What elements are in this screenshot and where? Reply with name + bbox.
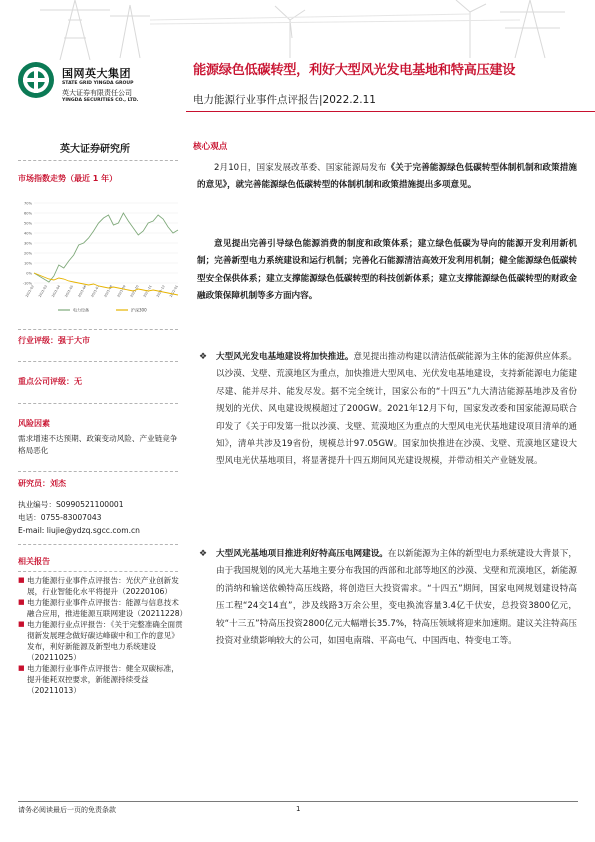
- report-headline: 能源绿色低碳转型，利好大型风光发电基地和特高压建设: [193, 63, 516, 78]
- report-subtitle: 电力能源行业事件点评报告|2022.2.11: [193, 94, 376, 106]
- report-bullet-icon: ■: [18, 664, 25, 672]
- company-logo-mark: [18, 62, 54, 98]
- chart-y-tick-label: 70%: [24, 201, 32, 206]
- chart-y-tick-label: 40%: [24, 231, 32, 236]
- risk-factors-title: 风险因素: [18, 419, 50, 428]
- related-report-item[interactable]: ■ 电力能源行业点评报告：《关于完整准确全面贯彻新发展理念做好碳达峰碳中和工作的意见》发布，利好新能源及新型电力系统建设（20211025）: [18, 620, 183, 662]
- chart-legend-label: 沪深300: [131, 307, 147, 313]
- chart-y-tick-label: 60%: [24, 211, 32, 216]
- chart-x-tick-label: 2021-10: [129, 284, 140, 299]
- chart-series-lines: [34, 213, 178, 295]
- chart-y-tick-label: 10%: [24, 261, 32, 266]
- risk-factors-text: 需求增速不达预期、政策变动风险、产业链竞争格局恶化: [18, 434, 178, 455]
- chart-x-tick-label: 2021-11: [142, 284, 153, 299]
- analyst-title: 研究员：刘杰: [18, 479, 66, 488]
- chart-gridlines: [34, 203, 178, 283]
- chart-x-tick-label: 2021-05: [64, 284, 75, 299]
- chart-y-tick-label: 20%: [24, 251, 32, 256]
- chart-x-tick-label: 2021-09: [116, 284, 127, 299]
- logo-subsidiary-cn: 英大证券有限责任公司: [62, 89, 132, 97]
- chart-x-tick-label: 2021-04: [50, 284, 62, 299]
- diamond-bullet-icon: ❖: [199, 549, 208, 559]
- logo-name-cn: 国网英大集团: [62, 67, 131, 80]
- analyst-license: 执业编号：S0990521100001: [18, 500, 124, 509]
- footer-divider: [18, 801, 578, 802]
- chart-y-tick-label: 50%: [24, 221, 32, 226]
- chart-x-tick-label: 2021-07: [90, 284, 101, 299]
- chart-legend-label: 电力设备: [73, 307, 89, 313]
- header-divider: [186, 111, 595, 112]
- policy-summary-paragraph: 意见提出完善引导绿色能源消费的制度和政策体系；建立绿色低碳为导向的能源开发利用新机制；完善新型电力系统建设和运行机制；完善化石能源清洁高效开发利用机制；健全能源绿色低碳转型安全保供体系；建立支撑能源绿色低碳转型的科技创新体系；建立支撑能源绿色低碳转型的财政金融政策保障机制等多方面内容。: [197, 239, 577, 302]
- chart-y-tick-label: 30%: [24, 241, 32, 246]
- chart-series-line: [34, 213, 178, 282]
- sidebar-divider: [18, 571, 178, 572]
- chart-x-tick-label: 2021-02: [24, 284, 35, 299]
- related-reports-list: [18, 575, 186, 696]
- analyst-email[interactable]: E-mail: liujie@ydzq.sgcc.com.cn: [18, 526, 140, 535]
- diamond-bullet-icon: ❖: [199, 352, 208, 362]
- report-bullet-icon: ■: [18, 576, 25, 584]
- sidebar-divider: [18, 544, 178, 545]
- company-rating: 重点公司评级：无: [18, 377, 82, 386]
- chart-x-tick-label: 2021-03: [37, 284, 48, 299]
- related-report-item[interactable]: ■ 电力能源行业事件点评报告：光伏产业创新发展，行业智能化水平将提升（20220106）: [18, 576, 179, 596]
- sidebar-divider: [18, 160, 178, 161]
- research-institute-name: 英大证券研究所: [60, 144, 130, 155]
- sidebar-divider: [18, 329, 178, 330]
- report-bullet-icon: ■: [18, 598, 25, 606]
- chart-x-tick-label: 2021-12: [155, 284, 166, 299]
- sidebar-divider: [18, 471, 178, 472]
- chart-y-tick-label: -10%: [22, 281, 32, 286]
- bullet-uhv-grid: ❖ 大型风光基地项目推进利好特高压电网建设。在以新能源为主体的新型电力系统建设大背景下，由于我国规划的风光大基地主要分布我国的西部和北部等地区的沙漠、戈壁和荒漠地区，新能源的消纳和输送依赖特高压线路，将创造巨大投资需求。“十四五”期间，国家电网规划建设特高压工程“24交14直”，涉及线路3万余公里，变电换流容量3.4亿千伏安，总投资3800亿元，较“十三五”特高压投资2800亿元大幅增长35.7%，特高压领域将迎来加速期。建议关注特高压投资对业绩影响较大的公司，如国电南瑞、平高电气、中国西电、特变电工等。: [199, 546, 577, 650]
- chart-x-tick-label: 2022-01: [168, 284, 179, 299]
- logo-name-en: STATE GRID YINGDA GROUP: [62, 81, 134, 86]
- bullet-solar-wind-bases: ❖ 大型风光发电基地建设将加快推进。意见提出推动构建以清洁低碳能源为主体的能源供应体系。以沙漠、戈壁、荒漠地区为重点，加快推进大型风电、光伏发电基地建设，支持新能源电力能建尽建、能并尽并、能发尽发。据不完全统计，国家公布的“十四五”九大清洁能源基地涉及省份规划的光伏、风电建设规模超过了200GW。2021年12月下旬，国家发改委和国家能源局联合印发了《关于印发第一批以沙漠、戈壁、荒漠地区为重点的大型风电光伏基地建设项目清单的通知》，清单共涉及19省份，规模总计97.05GW。国家加快推进在沙漠、戈壁、荒漠地区建设大型风电光伏基地项目，将显著提升十四五期间风光建设规模，并带动相关产业链发展。: [199, 349, 577, 471]
- analyst-phone: 电话：0755-83007043: [18, 513, 102, 522]
- page-number: 1: [296, 805, 301, 813]
- intro-paragraph: 2月10日，国家发展改革委、国家能源局发布《关于完善能源绿色低碳转型体制机制和政策措施的意见》，就完善能源绿色低碳转型的体制机制和政策措施提出多项意见。: [197, 163, 577, 191]
- sidebar-divider: [18, 361, 178, 362]
- chart-y-tick-label: 0%: [26, 271, 32, 276]
- market-trend-title: 市场指数走势（最近 1 年）: [18, 174, 118, 183]
- related-report-item[interactable]: ■ 电力能源行业事件点评报告：健全双碳标准，提升能耗双控要求，新能源持续受益（20211013）: [18, 664, 179, 695]
- chart-y-ticks: [23, 202, 33, 286]
- logo-subsidiary-en: YINGDA SECURITIES CO., LTD.: [62, 98, 139, 103]
- report-bullet-icon: ■: [18, 620, 25, 628]
- market-index-chart: [18, 195, 184, 318]
- related-report-item[interactable]: ■ 电力能源行业事件点评报告：能源与信息技术融合应用，推进能源互联网建设（20211228）: [18, 598, 188, 618]
- chart-legend: [58, 307, 147, 313]
- chart-x-tick-label: 2021-06: [77, 284, 88, 299]
- core-viewpoint-title: 核心观点: [193, 142, 228, 152]
- related-reports-title: 相关报告: [18, 557, 50, 566]
- sidebar-divider: [18, 403, 178, 404]
- industry-rating: 行业评级：强于大市: [18, 336, 90, 345]
- chart-x-tick-label: 2021-08: [103, 284, 114, 299]
- footer-disclaimer: 请务必阅读最后一页的免责条款: [18, 806, 116, 814]
